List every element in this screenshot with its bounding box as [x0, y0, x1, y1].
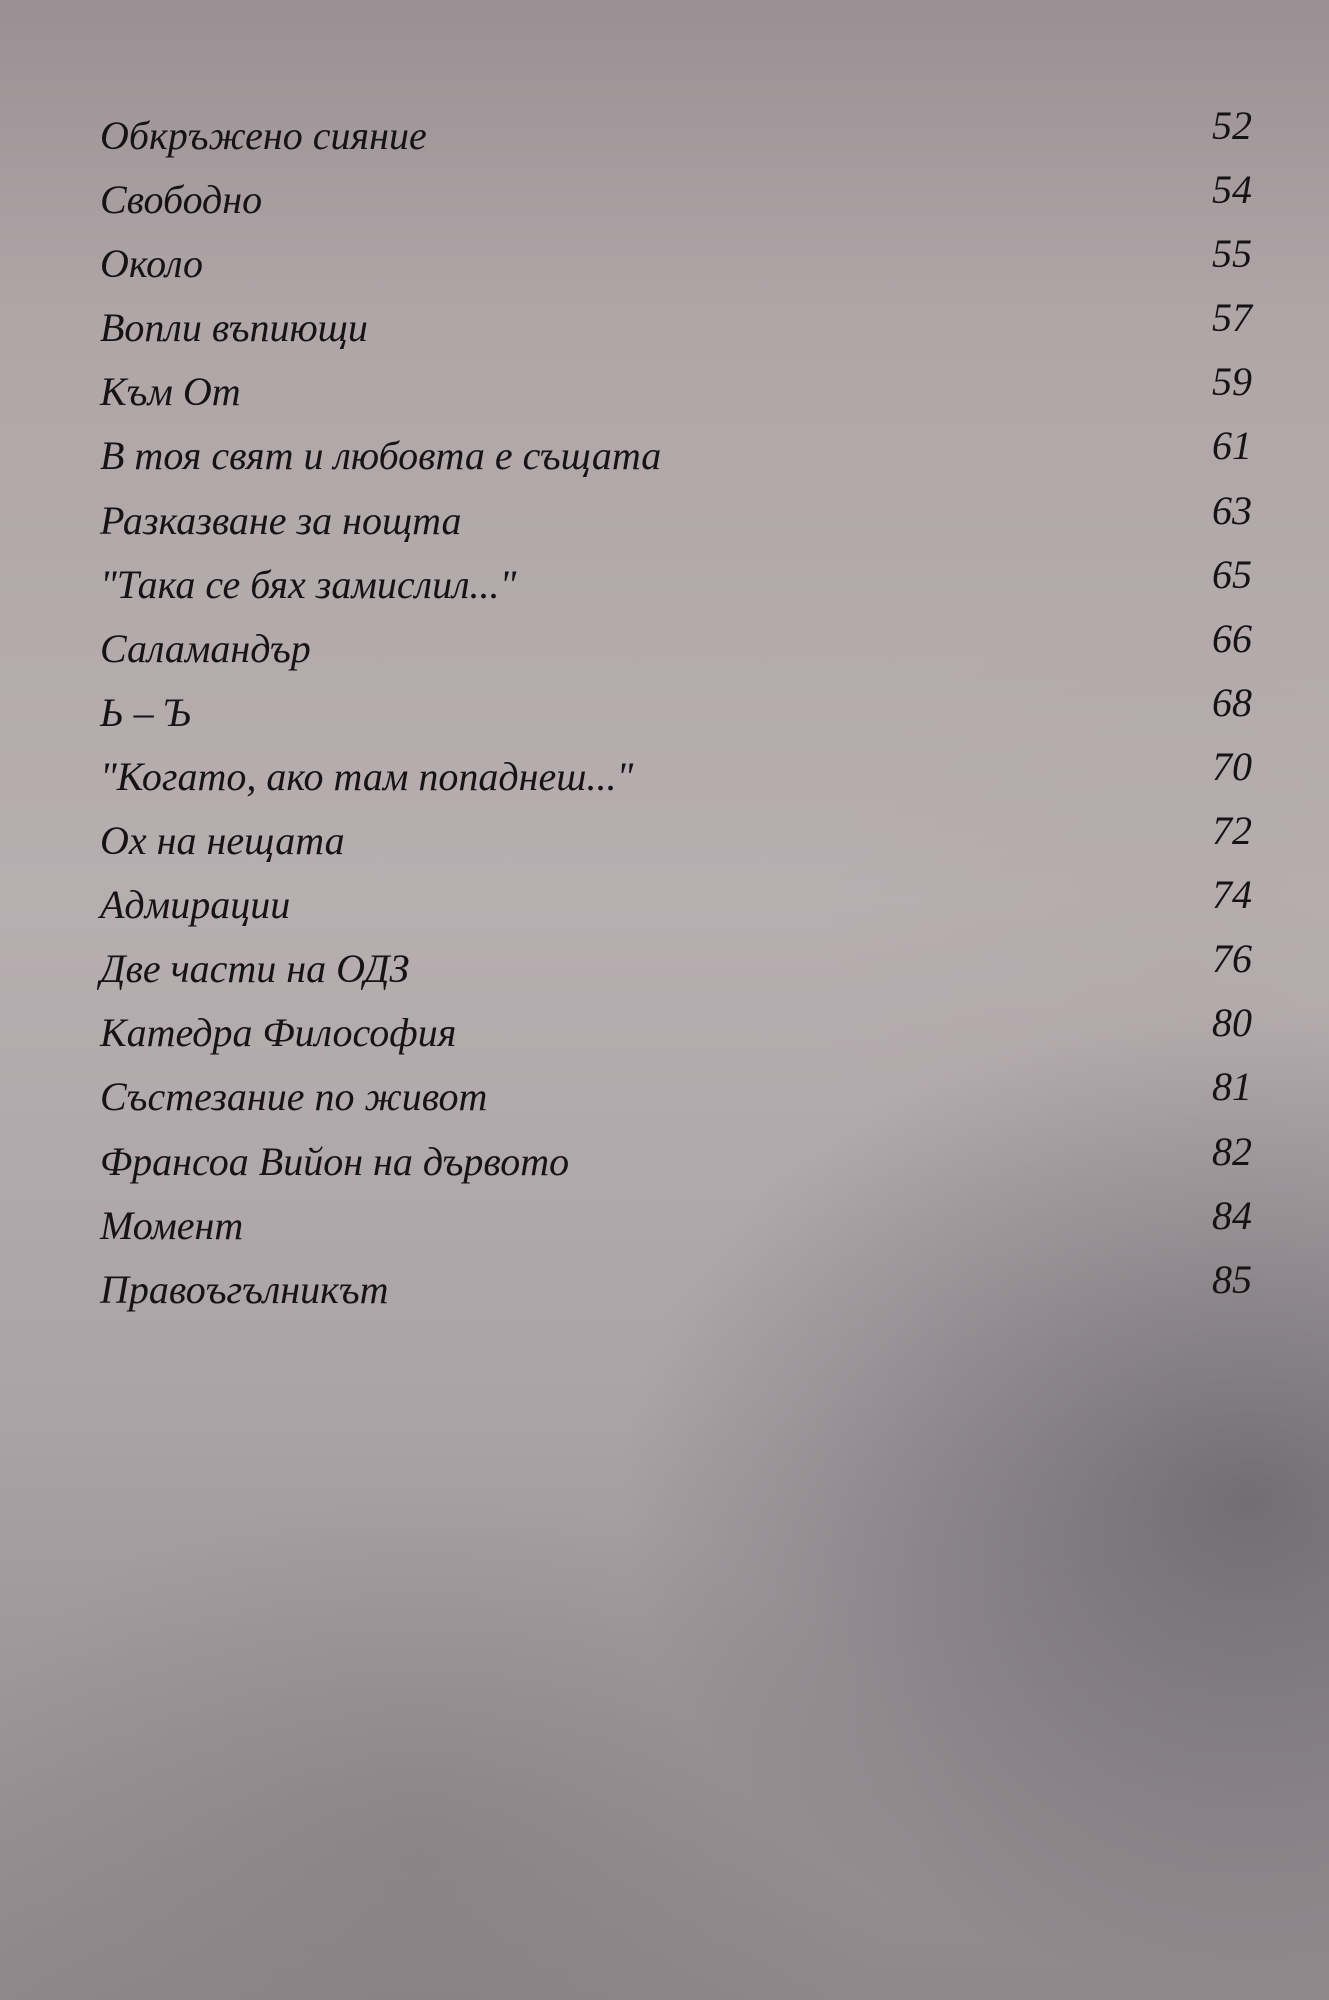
- toc-entry-title: Вопли въпиющи: [100, 305, 368, 351]
- toc-entry-page-number: 52: [1212, 103, 1252, 148]
- toc-entry-page-number: 76: [1212, 936, 1252, 982]
- toc-entry-title: Саламандър: [100, 625, 311, 671]
- toc-entry-page-number: 80: [1212, 1000, 1252, 1046]
- toc-entry-title: Състезание по живот: [100, 1074, 488, 1120]
- toc-entry-page-number: 61: [1212, 423, 1252, 469]
- toc-entry: [100, 551, 1260, 625]
- toc-entry-title: Катедра Философия: [100, 1010, 457, 1056]
- toc-entry: [100, 1192, 1260, 1266]
- toc-entry-title: Свободно: [100, 177, 263, 223]
- toc-entry-page-number: 72: [1212, 808, 1252, 854]
- toc-entry: [100, 743, 1260, 817]
- toc-entry-page-number: 74: [1212, 872, 1252, 918]
- toc-entry-title: Разказване за нощта: [100, 497, 462, 543]
- toc-entry-title: Обкръжено сияние: [100, 113, 427, 158]
- toc-entry-page-number: 82: [1212, 1128, 1252, 1174]
- toc-entry-page-number: 57: [1212, 295, 1252, 341]
- toc-entry: [100, 808, 1260, 881]
- toc-entry-title: Две части на ОДЗ: [100, 946, 410, 992]
- toc-entry-page-number: 68: [1212, 679, 1252, 725]
- toc-entry: [100, 295, 1260, 368]
- toc-entry-page-number: 84: [1212, 1192, 1252, 1238]
- toc-entry-title: "Така се бях замислил...": [100, 561, 517, 607]
- toc-entry-page-number: 63: [1212, 487, 1252, 533]
- toc-entry: [100, 1000, 1260, 1073]
- toc-entry-title: Франсоа Вийон на дървото: [100, 1138, 570, 1184]
- toc-entry: [100, 231, 1260, 304]
- toc-entry: [100, 487, 1260, 561]
- toc-entry: [100, 1064, 1260, 1137]
- toc-entry: [100, 1128, 1260, 1202]
- toc-entry-page-number: 65: [1212, 551, 1252, 597]
- toc-entry-page-number: 66: [1212, 615, 1252, 661]
- toc-entry-page-number: 81: [1212, 1064, 1252, 1110]
- toc-entry: [100, 679, 1260, 753]
- toc-entry-page-number: 55: [1212, 231, 1252, 277]
- toc-entry-title: Правоъгълникът: [100, 1266, 389, 1312]
- toc-entry: [100, 1256, 1260, 1330]
- toc-entry-title: Към От: [100, 369, 241, 415]
- toc-entry: [100, 423, 1260, 496]
- toc-entry-title: Адмирации: [100, 882, 291, 928]
- toc-entry: [100, 872, 1260, 945]
- toc-entry-title: Ь – Ъ: [100, 689, 191, 735]
- toc-entry-title: Около: [100, 241, 204, 287]
- toc-entry-page-number: 85: [1212, 1256, 1252, 1302]
- toc-entry: [100, 615, 1260, 689]
- toc-entry-title: Ох на нещата: [100, 818, 345, 864]
- toc-entry-page-number: 70: [1212, 743, 1252, 789]
- toc-entry: [100, 103, 1260, 176]
- toc-entry: [100, 936, 1260, 1009]
- table-of-contents: [100, 103, 1260, 1330]
- toc-entry: [100, 359, 1260, 432]
- toc-entry: [100, 167, 1260, 240]
- toc-entry-title: Момент: [100, 1202, 244, 1248]
- toc-entry-title: "Когато, ако там попаднеш...": [100, 753, 634, 799]
- toc-entry-page-number: 59: [1212, 359, 1252, 405]
- toc-entry-title: В тоя свят и любовта е същата: [100, 433, 662, 479]
- toc-entry-page-number: 54: [1212, 167, 1252, 213]
